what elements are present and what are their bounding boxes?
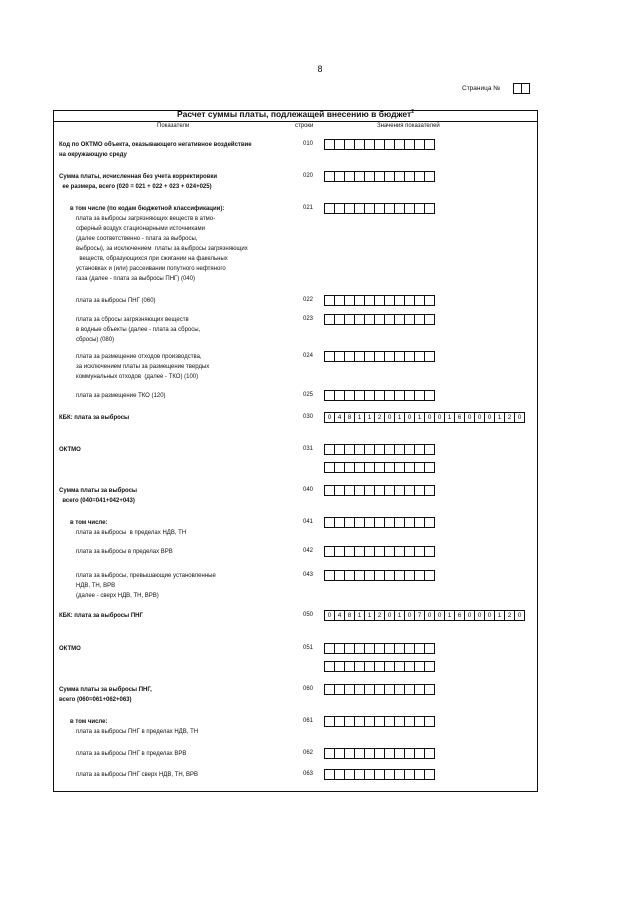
row-02-label-line: сферный воздух стационарными источниками xyxy=(76,226,205,232)
value-cell[interactable]: 0 xyxy=(424,412,435,423)
row-code-063: 063 xyxy=(302,771,313,777)
value-cell[interactable]: 8 xyxy=(344,610,355,621)
value-cells-row-043 xyxy=(324,570,434,581)
value-cells-row-050 xyxy=(324,610,524,621)
row-code-023: 023 xyxy=(302,316,313,322)
header-indicators: Показатели xyxy=(157,123,190,129)
row-17-label-line: всего (060=061+062+063) xyxy=(59,697,132,703)
value-cell[interactable]: 0 xyxy=(464,610,475,621)
value-cells-row-cont-09 xyxy=(324,462,434,473)
row-13-label-line: плата за выбросы, превышающие установленные xyxy=(76,573,216,579)
value-cells-row-040 xyxy=(324,485,434,496)
row-02-label-line: установках и (или) рассеивании попутного нефтяного xyxy=(76,266,226,272)
row-15-label-line: ОКТМО xyxy=(59,646,81,652)
row-code-021: 021 xyxy=(302,205,313,211)
row-code-062: 062 xyxy=(302,750,313,756)
value-cell[interactable] xyxy=(424,171,435,182)
value-cell[interactable]: 6 xyxy=(454,412,465,423)
value-cell[interactable] xyxy=(424,546,435,557)
value-cell[interactable]: 2 xyxy=(374,610,385,621)
value-cells-row-060 xyxy=(324,684,434,695)
value-cell[interactable]: 1 xyxy=(394,412,405,423)
value-cell[interactable] xyxy=(424,203,435,214)
page-label: Страница № xyxy=(462,85,501,92)
header-values: Значения показателей xyxy=(377,123,440,129)
value-cells-row-025 xyxy=(324,390,434,401)
row-05-label-line: коммунальных отходов (далее - ТКО) (100) xyxy=(76,374,199,380)
value-cell[interactable] xyxy=(424,462,435,473)
value-cells-row-010 xyxy=(324,139,434,150)
value-cell[interactable]: 0 xyxy=(424,610,435,621)
value-cell[interactable]: 0 xyxy=(384,412,395,423)
value-cell[interactable]: 0 xyxy=(434,412,445,423)
value-cell[interactable] xyxy=(424,314,435,325)
row-code-020: 020 xyxy=(302,173,313,179)
row-code-050: 050 xyxy=(302,612,313,618)
value-cell[interactable] xyxy=(424,351,435,362)
value-cell[interactable]: 1 xyxy=(364,610,375,621)
row-code-061: 061 xyxy=(302,718,313,724)
value-cells-row-031 xyxy=(324,444,434,455)
row-11-label-line: в том числе: xyxy=(70,520,108,526)
value-cell[interactable]: 0 xyxy=(404,610,415,621)
value-cell[interactable] xyxy=(424,444,435,455)
value-cell[interactable]: 1 xyxy=(444,610,455,621)
value-cell[interactable]: 4 xyxy=(334,610,345,621)
row-04-label-line: в водные объекты (далее - плата за сбросы, xyxy=(76,327,201,333)
row-02-label-line: в том числе (по кодам бюджетной классификации): xyxy=(70,206,225,212)
value-cell[interactable]: 1 xyxy=(394,610,405,621)
row-02-label-line: плата за выбросы загрязняющих веществ в атмо- xyxy=(76,216,216,222)
row-01-label-line: ее размера, всего (020 = 021 + 022 + 023 + 024+025) xyxy=(59,184,212,190)
value-cells-row-061 xyxy=(324,716,434,727)
row-11-label-line: плата за выбросы в пределах НДВ, ТН xyxy=(76,530,187,536)
row-00-label-line: на окружающую среду xyxy=(59,152,127,158)
value-cell[interactable]: 0 xyxy=(514,412,525,423)
row-code-025: 025 xyxy=(302,392,313,398)
row-code-040: 040 xyxy=(302,487,313,493)
value-cells-row-022 xyxy=(324,295,434,306)
value-cell[interactable]: 1 xyxy=(354,610,365,621)
value-cell[interactable] xyxy=(424,716,435,727)
row-02-label-line: (далее соответственно - плата за выбросы, xyxy=(76,236,198,242)
form-title: Расчет суммы платы, подлежащей внесению в бюджет$^2$ xyxy=(177,109,414,119)
row-13-label-line: НДВ, ТН, ВРВ xyxy=(76,583,116,589)
value-cell[interactable]: 6 xyxy=(454,610,465,621)
row-07-label-line: КБК: плата за выбросы xyxy=(59,415,130,421)
value-cell[interactable]: 0 xyxy=(384,610,395,621)
value-cell[interactable]: 1 xyxy=(364,412,375,423)
row-20-label-line: плата за выбросы ПНГ сверх НДВ, ТН, ВРВ xyxy=(76,772,199,778)
row-00-label-line: Код по ОКТМО объекта, оказывающего негативное воздействие xyxy=(59,142,252,148)
value-cell[interactable]: 2 xyxy=(374,412,385,423)
value-cell[interactable]: 0 xyxy=(514,610,525,621)
value-cells-row-030 xyxy=(324,412,524,423)
value-cell[interactable] xyxy=(424,139,435,150)
row-18-label-line: в том числе: xyxy=(70,719,108,725)
value-cell[interactable]: 0 xyxy=(404,412,415,423)
row-code-010: 010 xyxy=(302,141,313,147)
value-cell[interactable]: 0 xyxy=(324,610,335,621)
row-code-022: 022 xyxy=(302,297,313,303)
value-cell[interactable]: 4 xyxy=(334,412,345,423)
value-cell[interactable] xyxy=(424,684,435,695)
page-number: 8 xyxy=(317,64,323,74)
row-12-label-line: плата за выбросы в пределах ВРВ xyxy=(76,549,173,555)
value-cell[interactable] xyxy=(424,769,435,780)
value-cells-row-023 xyxy=(324,314,434,325)
value-cell[interactable]: 0 xyxy=(474,412,485,423)
value-cells-row-063 xyxy=(324,769,434,780)
value-cell[interactable]: 8 xyxy=(344,412,355,423)
row-code-024: 024 xyxy=(302,353,313,359)
row-02-label-line: веществ, образующихся при сжигании на факельных xyxy=(76,256,228,262)
value-cell[interactable]: 0 xyxy=(434,610,445,621)
value-cells-row-051 xyxy=(324,643,434,654)
row-05-label-line: плата за размещение отходов производства, xyxy=(76,354,202,360)
value-cell[interactable]: 1 xyxy=(354,412,365,423)
row-18-label-line: плата за выбросы ПНГ в пределах НДВ, ТН xyxy=(76,729,199,735)
row-code-051: 051 xyxy=(302,645,313,651)
page-number-cell-2[interactable] xyxy=(521,83,530,94)
row-code-043: 043 xyxy=(302,572,313,578)
row-04-label-line: сбросы) (080) xyxy=(76,337,115,343)
row-05-label-line: за исключением платы за размещение твердых xyxy=(76,364,210,370)
row-03-label-line: плата за выбросы ПНГ (060) xyxy=(76,298,156,304)
value-cell[interactable] xyxy=(424,748,435,759)
value-cell[interactable] xyxy=(424,485,435,496)
row-code-041: 041 xyxy=(302,519,313,525)
value-cells-row-cont-16 xyxy=(324,661,434,672)
row-code-030: 030 xyxy=(302,414,313,420)
value-cells-row-062 xyxy=(324,748,434,759)
value-cells-row-042 xyxy=(324,546,434,557)
value-cell[interactable] xyxy=(424,390,435,401)
row-19-label-line: плата за выбросы ПНГ в пределах ВРВ xyxy=(76,751,187,757)
value-cell[interactable]: 0 xyxy=(484,412,495,423)
value-cell[interactable]: 2 xyxy=(504,610,515,621)
value-cell[interactable]: 1 xyxy=(414,412,425,423)
value-cell[interactable] xyxy=(424,570,435,581)
row-17-label-line: Сумма платы за выбросы ПНГ, xyxy=(59,687,152,693)
row-13-label-line: (далее - сверх НДВ, ТН, ВРВ) xyxy=(76,593,159,599)
value-cell[interactable]: 0 xyxy=(474,610,485,621)
value-cell[interactable]: 0 xyxy=(484,610,495,621)
value-cell[interactable]: 0 xyxy=(324,412,335,423)
value-cell[interactable]: 1 xyxy=(494,412,505,423)
value-cell[interactable]: 0 xyxy=(464,412,475,423)
row-08-label-line: ОКТМО xyxy=(59,447,81,453)
row-10-label-line: Сумма платы за выбросы xyxy=(59,488,138,494)
row-code-042: 042 xyxy=(302,548,313,554)
value-cell[interactable]: 1 xyxy=(444,412,455,423)
row-10-label-line: всего (040=041+042+043) xyxy=(59,498,135,504)
header-row-code: строки xyxy=(295,123,314,129)
row-06-label-line: плата за размещение ТКО (120) xyxy=(76,393,166,399)
value-cell[interactable]: 1 xyxy=(494,610,505,621)
value-cell[interactable] xyxy=(424,295,435,306)
row-01-label-line: Сумма платы, исчисленная без учета корректировки xyxy=(59,174,218,180)
value-cell[interactable] xyxy=(424,661,435,672)
value-cell[interactable]: 2 xyxy=(504,412,515,423)
row-02-label-line: газа (далее - плата за выбросы ПНГ) (040) xyxy=(76,276,195,282)
row-04-label-line: плата за сбросы загрязняющих веществ xyxy=(76,317,189,323)
title-footnote: 2 xyxy=(411,109,414,116)
value-cells-row-024 xyxy=(324,351,434,362)
value-cell[interactable] xyxy=(424,517,435,528)
value-cell[interactable] xyxy=(424,643,435,654)
value-cells-row-021 xyxy=(324,203,434,214)
row-code-031: 031 xyxy=(302,446,313,452)
row-14-label-line: КБК: плата за выбросы ПНГ xyxy=(59,613,143,619)
title-divider xyxy=(53,121,538,122)
value-cells-row-041 xyxy=(324,517,434,528)
row-code-060: 060 xyxy=(302,686,313,692)
row-02-label-line: выбросы), за исключением платы за выбросы загрязняющих xyxy=(76,246,248,252)
value-cell[interactable]: 7 xyxy=(414,610,425,621)
value-cells-row-020 xyxy=(324,171,434,182)
